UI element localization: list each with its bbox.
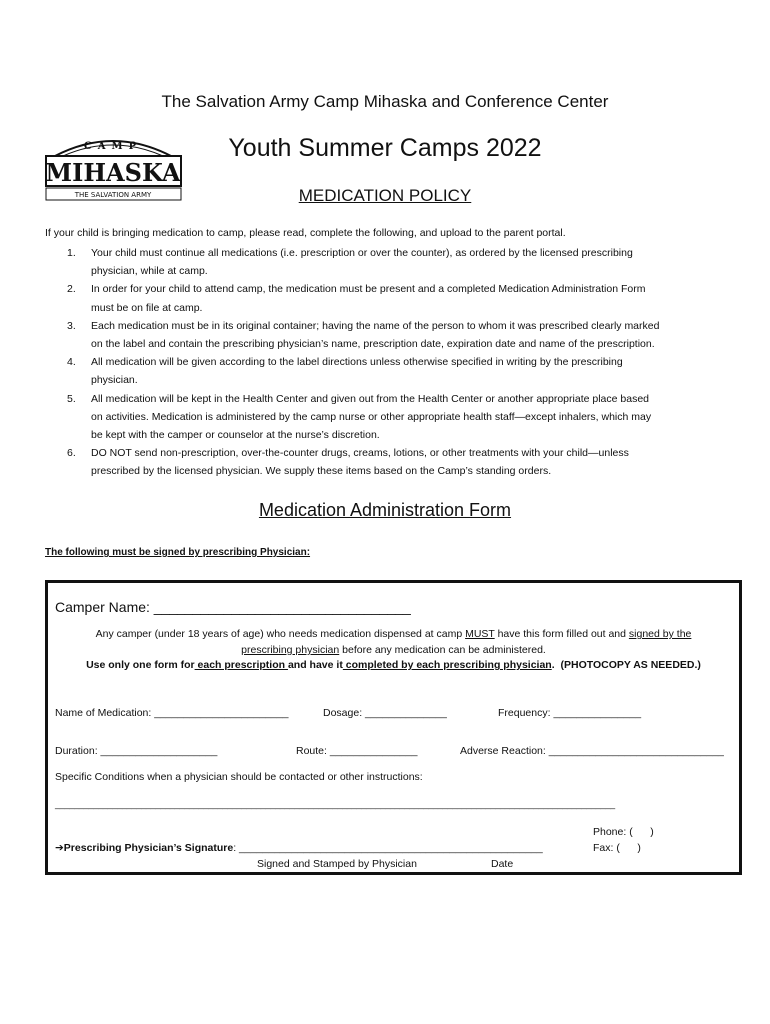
logo-mihaska-text: MIHASKA	[45, 158, 181, 187]
physician-signature-field[interactable]: ➔Prescribing Physician’s Signature: ____________________________________________________	[55, 842, 543, 854]
medication-form-box	[45, 580, 742, 875]
frequency-field[interactable]: Frequency: _______________	[498, 707, 642, 719]
date-label: Date	[491, 858, 514, 870]
camper-name-field[interactable]: Camper Name: _________________________________	[55, 599, 411, 615]
policy-item: 5. All medication will be kept in the Health Center and given out from the Health Center or another appropriate place based on activities. Medication is administered by the camp nurse or other appropriate health staff—except inhalers, which may be kept with the camper or counselor at the nurse’s discretion.	[67, 392, 652, 442]
policy-list	[45, 244, 735, 481]
dosage-field[interactable]: Dosage: ______________	[323, 707, 447, 719]
physician-sign-note: The following must be signed by prescribing Physician:	[45, 547, 311, 558]
logo-tagline-text: THE SALVATION ARMY	[74, 191, 152, 199]
medication-name-field[interactable]: Name of Medication: _______________________	[55, 707, 289, 719]
form-note-line2: prescribing physician before any medication can be administered.	[241, 644, 546, 656]
policy-item: 4. All medication will be given according to the label directions unless otherwise specified in writing by the prescribing physician.	[67, 356, 623, 387]
form-note-line3: Use only one form for each prescription and have it completed by each prescribing physician. (PHOTOCOPY AS NEEDED.)	[86, 659, 701, 671]
duration-field[interactable]: Duration: ____________________	[55, 745, 218, 757]
camp-mihaska-logo	[45, 132, 182, 204]
policy-item: 3. Each medication must be in its original container; having the name of the person to whom it was prescribed clearly marked on the label and contain the prescribing physician’s name, prescription date, expiration date and name of the prescription.	[67, 319, 660, 351]
policy-item: 2. In order for your child to attend camp, the medication must be present and a completed Medication Administration Form must be on file at camp.	[67, 283, 646, 314]
phone-field[interactable]: Phone: ( )	[593, 826, 654, 838]
specific-conditions-label: Specific Conditions when a physician should be contacted or other instructions:	[55, 771, 423, 783]
form-note-line1: Any camper (under 18 years of age) who needs medication dispensed at camp MUST have this form filled out and signed by the	[95, 628, 692, 640]
logo-camp-text: CAMP	[83, 141, 143, 152]
page-title: Youth Summer Camps 2022	[228, 134, 542, 162]
form-title: Medication Administration Form	[258, 500, 512, 520]
policy-subtitle: MEDICATION POLICY	[298, 186, 472, 205]
policy-item: 1. Your child must continue all medications (i.e. prescription or over the counter), as ordered by the licensed prescribing physician, while at camp.	[67, 247, 633, 278]
adverse-reaction-field[interactable]: Adverse Reaction: ______________________________	[460, 745, 724, 757]
policy-intro: If your child is bringing medication to camp, please read, complete the following, and upload to the parent portal.	[45, 227, 566, 239]
specific-conditions-line[interactable]: _____________________________________________________________________________________________________________________	[55, 799, 615, 809]
organization-heading: The Salvation Army Camp Mihaska and Conference Center	[161, 92, 609, 111]
route-field[interactable]: Route: _______________	[296, 745, 418, 757]
signed-stamped-label: Signed and Stamped by Physician	[257, 858, 417, 870]
policy-item: 6. DO NOT send non-prescription, over-the-counter drugs, creams, lotions, or other treatments with your child—unless prescribed by the licensed physician. We supply these items based on the Camp’s standing orders.	[67, 447, 629, 478]
fax-field[interactable]: Fax: ( )	[593, 842, 641, 854]
